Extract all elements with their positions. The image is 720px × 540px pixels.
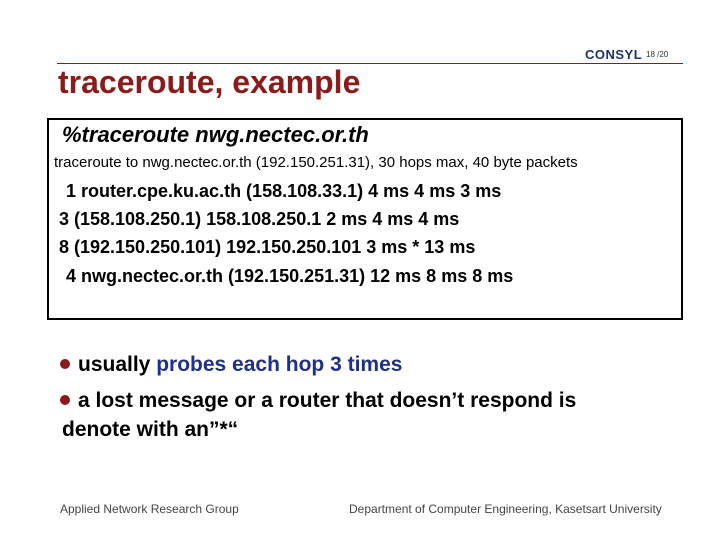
footer-right: Department of Computer Engineering, Kasetsart University (349, 502, 662, 516)
page-title: traceroute, example (58, 64, 361, 100)
page-number: 18 /20 (646, 50, 669, 59)
bullet-icon (60, 359, 70, 369)
bullet-item (60, 389, 576, 413)
bullet-continuation: denote with an”*“ (62, 418, 239, 441)
bullet-text: usually (78, 353, 157, 376)
output-header-line: traceroute to nwg.nectec.or.th (192.150.251.31), 30 hops max, 40 byte packets (54, 154, 578, 171)
bullet-text: a lost message or a router that doesn’t respond is (78, 389, 577, 412)
hop-line: 8 (192.150.250.101) 192.150.250.101 3 ms * 13 ms (59, 237, 476, 257)
bullet-highlight-text: probes each hop 3 times (156, 353, 403, 376)
footer-left: Applied Network Research Group (60, 502, 239, 516)
hop-line: 3 (158.108.250.1) 158.108.250.1 2 ms 4 ms 4 ms (59, 209, 460, 229)
hop-line: 1 router.cpe.ku.ac.th (158.108.33.1) 4 ms 4 ms 3 ms (66, 181, 502, 201)
logo-text: CONSYL (585, 47, 643, 62)
logo (585, 47, 642, 62)
bullet-item (60, 353, 402, 377)
command-line: %traceroute nwg.nectec.or.th (62, 122, 369, 147)
hop-line: 4 nwg.nectec.or.th (192.150.251.31) 12 ms 8 ms 8 ms (66, 266, 514, 286)
bullet-icon (60, 395, 70, 405)
